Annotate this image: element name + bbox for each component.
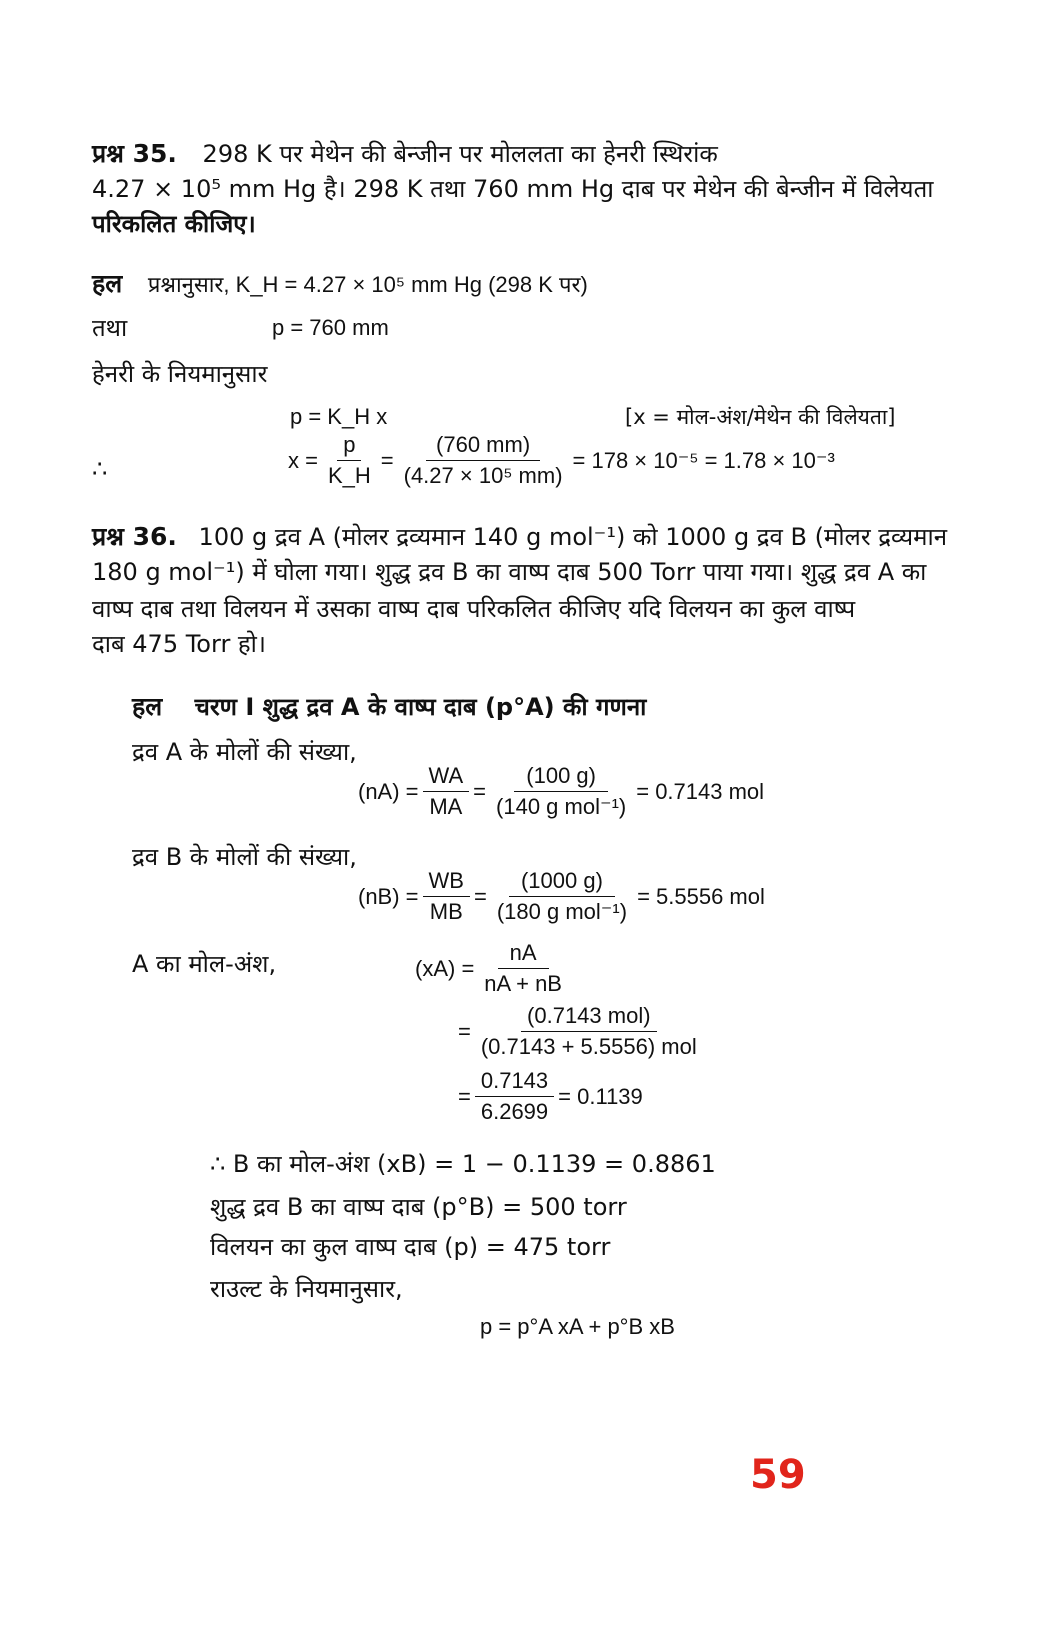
q36-text-line1: 100 g द्रव A (मोलर द्रव्यमान 140 g mol⁻¹) को 1000 g द्रव B (मोलर द्रव्यमान <box>198 523 948 551</box>
sol36-nB-den: MB <box>429 899 463 924</box>
q36-text-line4: दाब 475 Torr हो। <box>92 630 266 658</box>
q36-text-line3: वाष्प दाब तथा विलयन में उसका वाष्प दाब परिकलित कीजिए यदि विलयन का कुल वाष्प <box>92 595 856 623</box>
sol36-nA-frac1 <box>423 763 470 820</box>
sol35-eq2-result: = 178 × 10⁻⁵ = 1.78 × 10⁻³ <box>572 447 835 473</box>
sol36-xA-result: = 0.1139 <box>558 1083 643 1109</box>
sol36-xA-eq2 <box>458 1003 707 1060</box>
sol36-nB-result: = 5.5556 mol <box>637 883 765 909</box>
q35-text-line1: 298 K पर मेथेन की बेन्जीन पर मोललता का हेनरी स्थिरांक <box>202 140 718 168</box>
sol36-pB-line: शुद्ध द्रव B का वाष्प दाब (p°B) = 500 torr <box>210 1193 627 1221</box>
sol36-xA-eq2-sign: = <box>458 1018 471 1044</box>
sol36-xA-den: nA + nB <box>484 971 562 996</box>
sol35-eq1: p = K_H x <box>290 404 388 429</box>
sol35-given1-row <box>92 265 588 304</box>
sol35-tatha: तथा <box>92 314 128 342</box>
sol35-given2: p = 760 mm <box>272 315 389 340</box>
sol36-xA-den3: 6.2699 <box>480 1099 549 1124</box>
sol35-eq2-num: p <box>337 432 361 461</box>
sol36-raoult-label: राउल्ट के नियमानुसार, <box>210 1275 403 1303</box>
sol36-xA-frac3 <box>475 1068 554 1125</box>
q36-label: प्रश्न 36. <box>92 522 177 551</box>
page-number: 59 <box>750 1452 806 1498</box>
q36-line1 <box>92 518 947 556</box>
sol36-nA-num2: (100 g) <box>514 763 608 792</box>
sol36-nB-eq-sign: = <box>473 883 487 909</box>
sol36-nA-den: MA <box>429 794 463 819</box>
sol36-nA-eq-sign: = <box>473 778 487 804</box>
sol36-xA-eq3 <box>458 1068 643 1125</box>
sol35-eq2-lhs: x = <box>288 447 318 473</box>
sol36-xA-num: nA <box>498 940 549 969</box>
sol36-nB-num: WB <box>423 868 470 897</box>
sol35-given1: प्रश्नानुसार, K_H = 4.27 × 10⁵ mm Hg (298 K पर) <box>147 272 588 297</box>
sol36-heading-row <box>132 688 646 726</box>
sol36-xA-label: A का मोल-अंश, <box>132 950 277 978</box>
sol36-xA-lhs: (xA) = <box>415 955 475 981</box>
sol36-step-heading: चरण I शुद्ध द्रव A के वाष्प दाब (p°A) की गणना <box>194 693 647 721</box>
sol35-label: हल <box>92 269 123 298</box>
sol35-eq2-frac1 <box>322 432 377 489</box>
q35-text-line2: 4.27 × 10⁵ mm Hg है। 298 K तथा 760 mm Hg दाब पर मेथेन की बेन्जीन में विलेयता <box>92 175 934 203</box>
sol35-eq2-den2: (4.27 × 10⁵ mm) <box>403 463 563 488</box>
sol36-nA-lhs: (nA) = <box>358 778 419 804</box>
sol36-nA-result: = 0.7143 mol <box>636 778 765 804</box>
q36-text-line2: 180 g mol⁻¹) में घोला गया। शुद्ध द्रव B का वाष्प दाब 500 Torr पाया गया। शुद्ध द्रव A का <box>92 558 927 586</box>
sol36-xA-eq3-sign: = <box>458 1083 471 1109</box>
sol35-eq2-eq: = <box>380 447 394 473</box>
sol36-label: हल <box>132 692 163 721</box>
sol36-xA-eq1 <box>415 940 572 997</box>
sol36-nA-frac2 <box>490 763 632 820</box>
sol36-raoult-eq: p = p°A xA + p°B xB <box>480 1314 675 1339</box>
sol35-eq1-note: [x = मोल-अंश/मेथेन की विलेयता] <box>625 405 896 429</box>
sol36-molesB-label: द्रव B के मोलों की संख्या, <box>132 843 357 871</box>
sol36-nB-num2: (1000 g) <box>509 868 615 897</box>
sol36-xA-frac2 <box>475 1003 703 1060</box>
sol36-nB-frac2 <box>491 868 633 925</box>
sol35-eq2-frac2 <box>398 432 569 489</box>
sol36-p-line: विलयन का कुल वाष्प दाब (p) = 475 torr <box>210 1233 611 1261</box>
sol35-eq2-den: K_H <box>327 463 371 488</box>
sol36-nB-frac1 <box>423 868 470 925</box>
sol36-nA-den2: (140 g mol⁻¹) <box>496 794 627 819</box>
sol36-molesA-label: द्रव A के मोलों की संख्या, <box>132 738 357 766</box>
sol36-xA-den2: (0.7143 + 5.5556) mol <box>480 1034 697 1059</box>
sol36-nA-eq <box>358 763 764 820</box>
q35-line1 <box>92 135 718 173</box>
sol35-therefore: ∴ <box>92 455 108 483</box>
sol36-nB-eq <box>358 868 765 925</box>
sol35-eq2-num2: (760 mm) <box>426 432 540 461</box>
sol36-nB-den2: (180 g mol⁻¹) <box>496 899 628 924</box>
sol36-xA-frac1 <box>478 940 568 997</box>
sol35-law: हेनरी के नियमानुसार <box>92 360 268 388</box>
sol36-xA-num3: 0.7143 <box>475 1068 554 1097</box>
sol36-nA-num: WA <box>423 763 470 792</box>
sol35-eq2 <box>288 432 835 489</box>
sol36-xA-num2: (0.7143 mol) <box>521 1003 657 1032</box>
sol36-xB-line: ∴ B का मोल-अंश (xB) = 1 − 0.1139 = 0.8861 <box>210 1150 716 1178</box>
q35-text-line3: परिकलित कीजिए। <box>92 210 256 238</box>
q35-label: प्रश्न 35. <box>92 139 177 168</box>
sol36-nB-lhs: (nB) = <box>358 883 419 909</box>
